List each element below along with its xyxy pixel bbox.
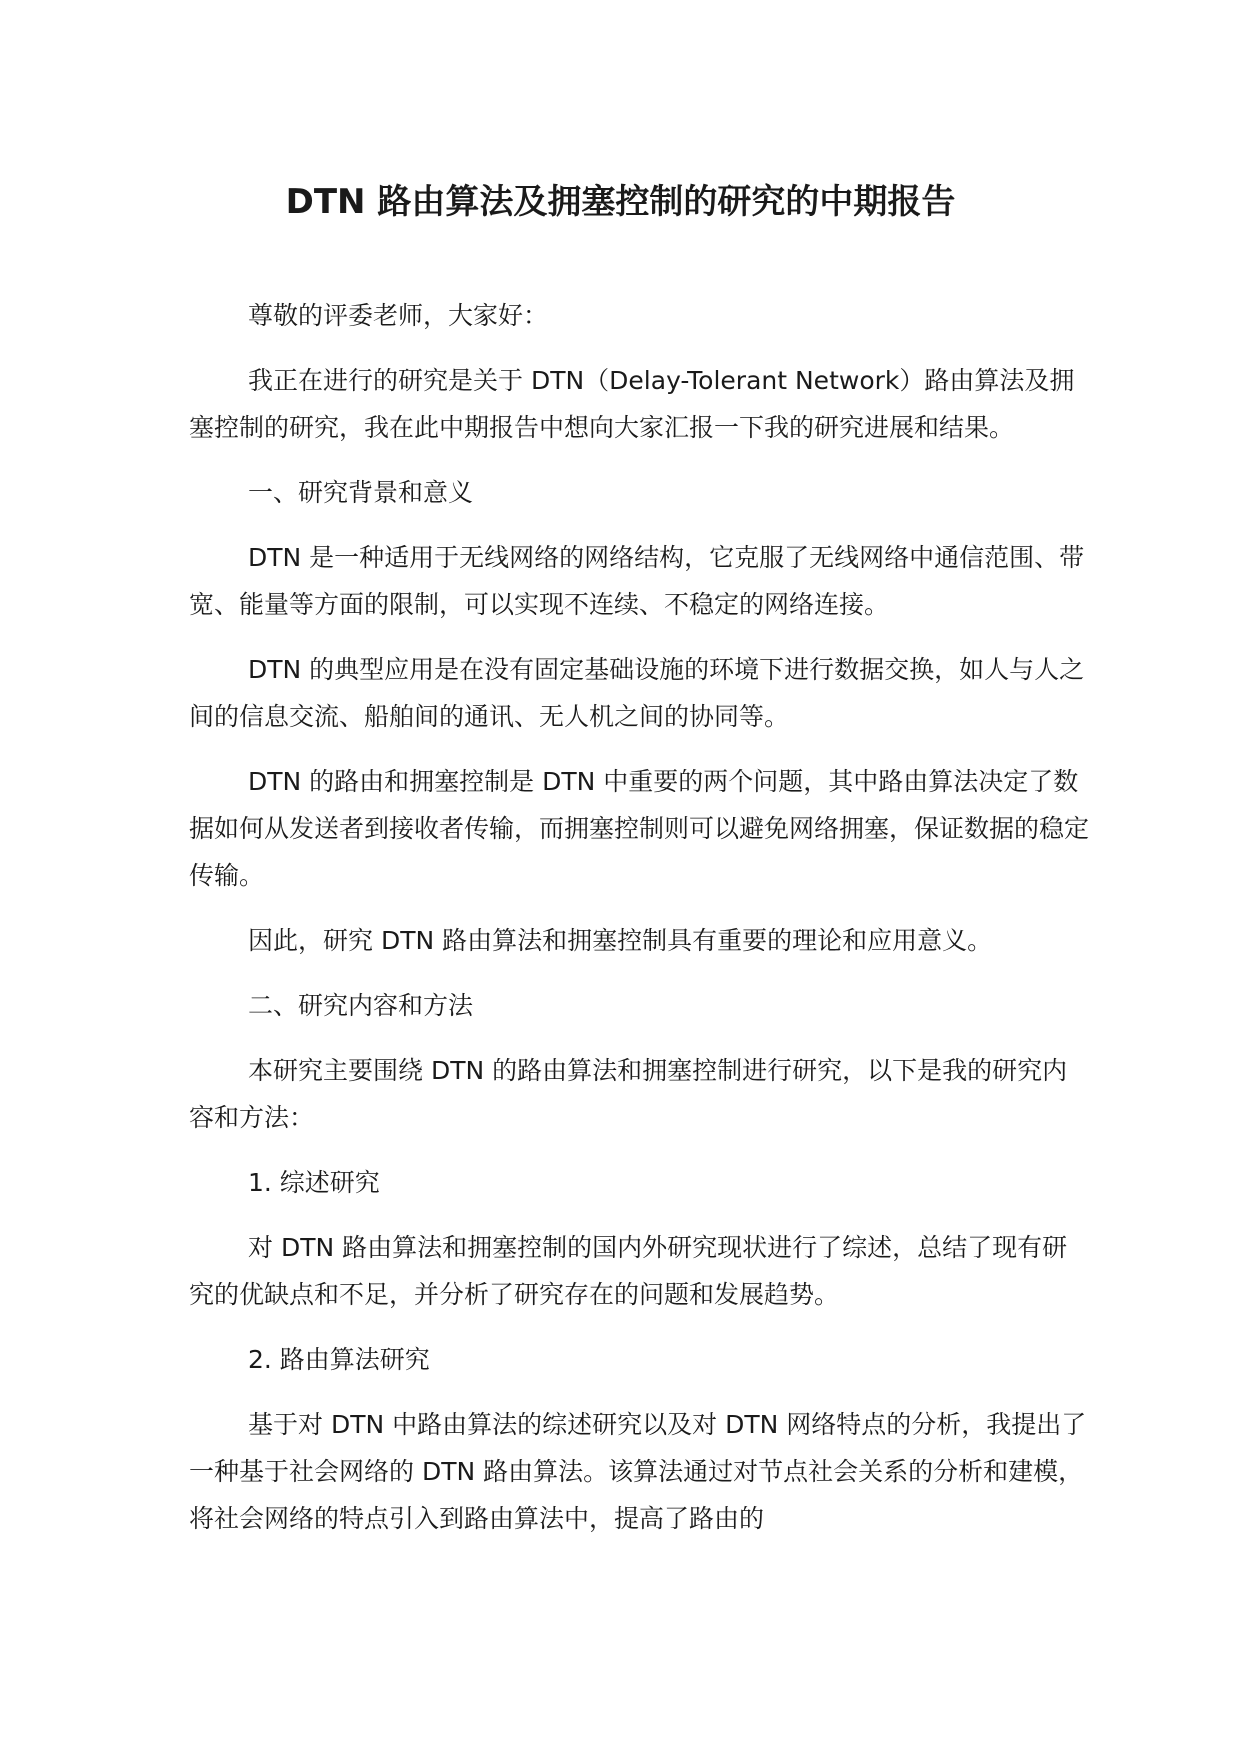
section-heading-content: 二、研究内容和方法 [248,991,474,1020]
background-paragraph-3: DTN 的路由和拥塞控制是 DTN 中重要的两个问题，其中路由算法决定了数据如何从发送者到接收者传输，而拥塞控制则可以避免网络拥塞，保证数据的稳定传输。 [189,767,1090,890]
routing-paragraph: 基于对 DTN 中路由算法的综述研究以及对 DTN 网络特点的分析，我提出了一种基于社会网络的 DTN 路由算法。该算法通过对节点社会关系的分析和建模，将社会网络的特点引入到路由算法中，提高了路由的 [189,1410,1087,1533]
subheading-review: 1. 综述研究 [248,1168,380,1197]
intro-paragraph: 我正在进行的研究是关于 DTN（Delay-Tolerant Network）路由算法及拥塞控制的研究，我在此中期报告中想向大家汇报一下我的研究进展和结果。 [189,366,1075,442]
document-body [189,292,1089,1560]
document-title: DTN 路由算法及拥塞控制的研究的中期报告 [285,182,956,222]
background-paragraph-2: DTN 的典型应用是在没有固定基础设施的环境下进行数据交换，如人与人之间的信息交流、船舶间的通讯、无人机之间的协同等。 [189,655,1085,731]
review-paragraph: 对 DTN 路由算法和拥塞控制的国内外研究现状进行了综述，总结了现有研究的优缺点和不足，并分析了研究存在的问题和发展趋势。 [189,1233,1068,1309]
content-intro-paragraph: 本研究主要围绕 DTN 的路由算法和拥塞控制进行研究，以下是我的研究内容和方法： [189,1056,1068,1132]
background-paragraph-4: 因此，研究 DTN 路由算法和拥塞控制具有重要的理论和应用意义。 [248,926,993,955]
section-heading-background: 一、研究背景和意义 [248,478,474,507]
greeting-paragraph: 尊敬的评委老师，大家好： [248,301,549,330]
background-paragraph-1: DTN 是一种适用于无线网络的网络结构，它克服了无线网络中通信范围、带宽、能量等方面的限制，可以实现不连续、不稳定的网络连接。 [189,543,1085,619]
subheading-routing: 2. 路由算法研究 [248,1345,430,1374]
